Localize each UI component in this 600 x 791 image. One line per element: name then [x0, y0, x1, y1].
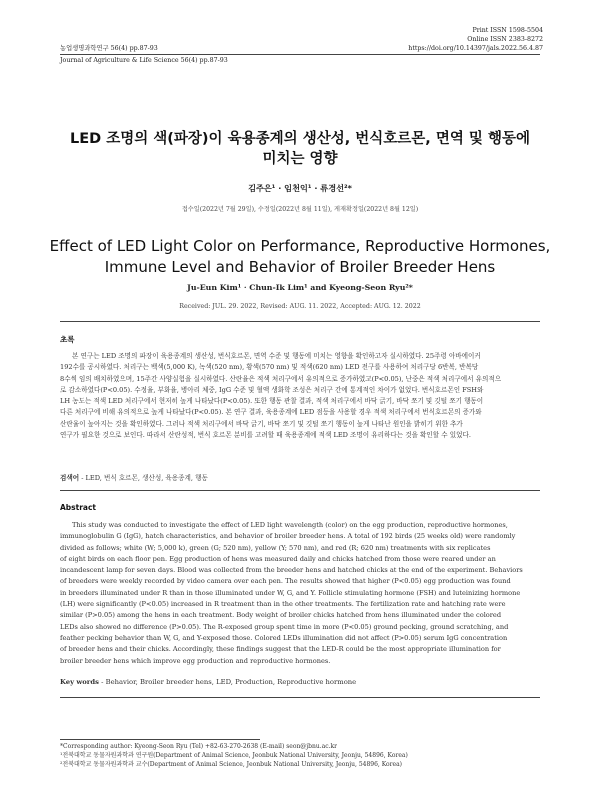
kor-abstract-line: 다른 처리구에 비해 유의적으로 높게 나타났다(P<0.05). 본 연구 결과, 육용종계에 LED 점등을 사용할 경우 적색 처리구에서 번식호르몬의 증가와: [60, 408, 482, 417]
dates-kor: 접수일(2022년 7월 29일), 수정일(2022년 8월 11일), 게재확정일(2022년 8월 12일): [181, 206, 419, 213]
journal-eng: Journal of Agriculture & Life Science 56(4) pp.87-93: [60, 57, 228, 64]
kor-keywords-label: 검색어: [60, 474, 80, 482]
eng-abstract-line: incandescent lamp for seven days. Blood was collected from the breeder hens and hatched chicks at the end of the experiment. Behaviors: [60, 566, 523, 575]
eng-abstract-line: similar (P>0.05) among the hens in each treatment. Body weight of broiler chicks hatched from hens illuminated under the colored: [60, 611, 502, 620]
authors-eng: Ju-Eun Kim¹ · Chun-Ik Lim¹ and Kyeong-Seon Ryu²*: [187, 283, 413, 292]
eng-abstract-line: feather pecking behavior than W, G, and Y-exposed those. Colored LEDs illumination did not affect (P>0.05) serum IgG concentration: [60, 633, 508, 642]
kor-abstract-line: 본 연구는 LED 조명의 파장이 육용종계의 생산성, 번식호르몬, 면역 수준 및 행동에 미치는 영향을 확인하고자 실시하였다. 25주령 아바에이커: [72, 352, 481, 360]
kor-keywords-text: - LED, 번식 호르몬, 생산성, 육용종계, 행동: [81, 474, 208, 482]
kor-abstract-body: [60, 351, 541, 441]
eng-abstract-line: divided as follows; white (W; 5,000 k), green (G; 520 nm), yellow (Y; 570 nm), and red (R; 620 nm) treatments with six replicates: [60, 543, 491, 552]
kor-keywords: [60, 472, 540, 482]
print-issn: Print ISSN 1598-5504: [472, 27, 543, 34]
dates-eng: Received: JUL. 29. 2022, Revised: AUG. 11. 2022, Accepted: AUG. 12. 2022: [179, 303, 421, 310]
title-eng-line2: Immune Level and Behavior of Broiler Breeder Hens: [104, 258, 496, 276]
kor-abstract-line: 로 감소하였다(P<0.05). 수정율, 부화율, 병아리 체중, IgG 수준 및 혈액 생화학 조성은 처리구 간에 통계적인 차이가 없었다. 번식호르몬인 FSH와: [60, 385, 484, 394]
eng-abstract-line: broiler breeder hens which improve egg production and reproductive hormones.: [60, 656, 331, 665]
kor-abstract-line: 8수씩 임의 배치하였으며, 15주간 사양실험을 실시하였다. 산란율은 적색 처리구에서 유의적으로 증가하였고(P<0.05), 난중은 적색 처리구에서 유의적으: [60, 374, 502, 383]
kor-abstract-rule: [60, 321, 540, 322]
eng-abstract-line: in breeders illuminated under R than in those illuminated under W, G, and Y. Follicle stimulating hormone (FSH) and luteinizing hormone: [60, 588, 521, 597]
header-rule: [60, 54, 540, 55]
footnote-rule: [60, 739, 260, 740]
eng-abstract-line: LEDs also showed no difference (P>0.05). The R-exposed group spent time in more (P<0.05) ground pecking, ground scratching, and: [60, 622, 509, 631]
kor-abstract-line: LH 농도는 적색 LED 처리구에서 현저히 높게 나타났다(P<0.05). 또한 행동 관찰 결과, 적색 처리구에서 바닥 긁기, 바닥 쪼기 및 깃털 쪼기 행동이: [60, 397, 484, 406]
eng-abstract-body: [60, 520, 541, 667]
eng-abstract-line: immunoglobulin G (IgG), hatch characteristics, and behavior of broiler breeder hens. A total of 192 birds (25 weeks old) were randomly: [60, 532, 516, 541]
eng-abstract-line: (LH) were significantly (P<0.05) increased in R treatment than in the other treatments. The fertilization rate and hatching rate were: [60, 600, 506, 609]
doi-link[interactable]: https://doi.org/10.14397/jals.2022.56.4.87: [408, 45, 543, 52]
eng-abstract-line: of breeders were weekly recorded by video camera over each pen. The results showed that higher (P<0.05) egg production was found: [60, 577, 511, 586]
kor-abstract-heading: 초록: [60, 335, 75, 344]
eng-keywords-text: - Behavior, Broiler breeder hens, LED, Production, Reproductive hormone: [101, 678, 357, 686]
kor-abstract-line: 192수를 공시하였다. 처리구는 백색(5,000 K), 녹색(520 nm), 황색(570 nm) 및 적색(620 nm) LED 전구를 사용하여 처리구당 6반복, 반복당: [60, 363, 479, 372]
kor-abstract-line: 산란율이 높아지는 것을 확인하였다. 그러나 적색 처리구에서 바닥 긁기, 바닥 쪼기 및 깃털 쪼기 행동이 높게 나타난 원인을 밝히기 위한 추가: [60, 419, 463, 428]
footnote-affil2: ²전북대학교 동물자원과학과 교수(Department of Animal Science, Jeonbuk National University, Jeonju, 54896, Korea): [60, 761, 402, 768]
authors-kor: 김주은¹ · 임천익¹ · 류경선²*: [248, 183, 352, 193]
title-kor-line2: 미치는 영향: [262, 151, 338, 167]
eng-keywords-label: Key words: [60, 678, 99, 686]
eng-abstract-line: of breeder hens and their chicks. Accordingly, these findings suggest that the LED-R could be the most appropriate illumination for: [60, 645, 501, 654]
eng-abstract-line: This study was conducted to investigate the effect of LED light wavelength (color) on the egg production, reproductive hormones,: [72, 521, 508, 529]
eng-abstract-bottom-rule: [60, 697, 540, 698]
online-issn: Online ISSN 2383-8272: [467, 36, 543, 43]
title-kor-line1: LED 조명의 색(파장)이 육용종계의 생산성, 번식호르몬, 면역 및 행동에: [69, 131, 531, 147]
footnote-corresponding: *Corresponding author: Kyeong-Seon Ryu (Tel) +82-63-270-2638 (E-mail) seon@jbnu.ac.kr: [60, 743, 337, 750]
eng-abstract-heading: Abstract: [60, 503, 97, 512]
title-eng-line1: Effect of LED Light Color on Performance, Reproductive Hormones,: [49, 237, 551, 255]
kor-abstract-line: 연구가 필요한 것으로 보인다. 따라서 산란성적, 번식 호르몬 분비를 고려할 때 육용종계에 적색 LED 조명이 유리하다는 것을 확인할 수 있었다.: [60, 431, 471, 440]
eng-keywords: [60, 678, 540, 686]
journal-kor: 농업생명과학연구 56(4) pp.87-93: [60, 45, 158, 52]
eng-abstract-rule: [60, 490, 540, 491]
footnote-affil1: ¹전북대학교 동물자원과학과 연구원(Department of Animal Science, Jeonbuk National University, Jeonju, 54896, Korea): [60, 752, 408, 759]
eng-abstract-line: of eight birds on each floor pen. Egg production of hens was measured daily and chicks hatched from those were reared under an: [60, 554, 496, 563]
